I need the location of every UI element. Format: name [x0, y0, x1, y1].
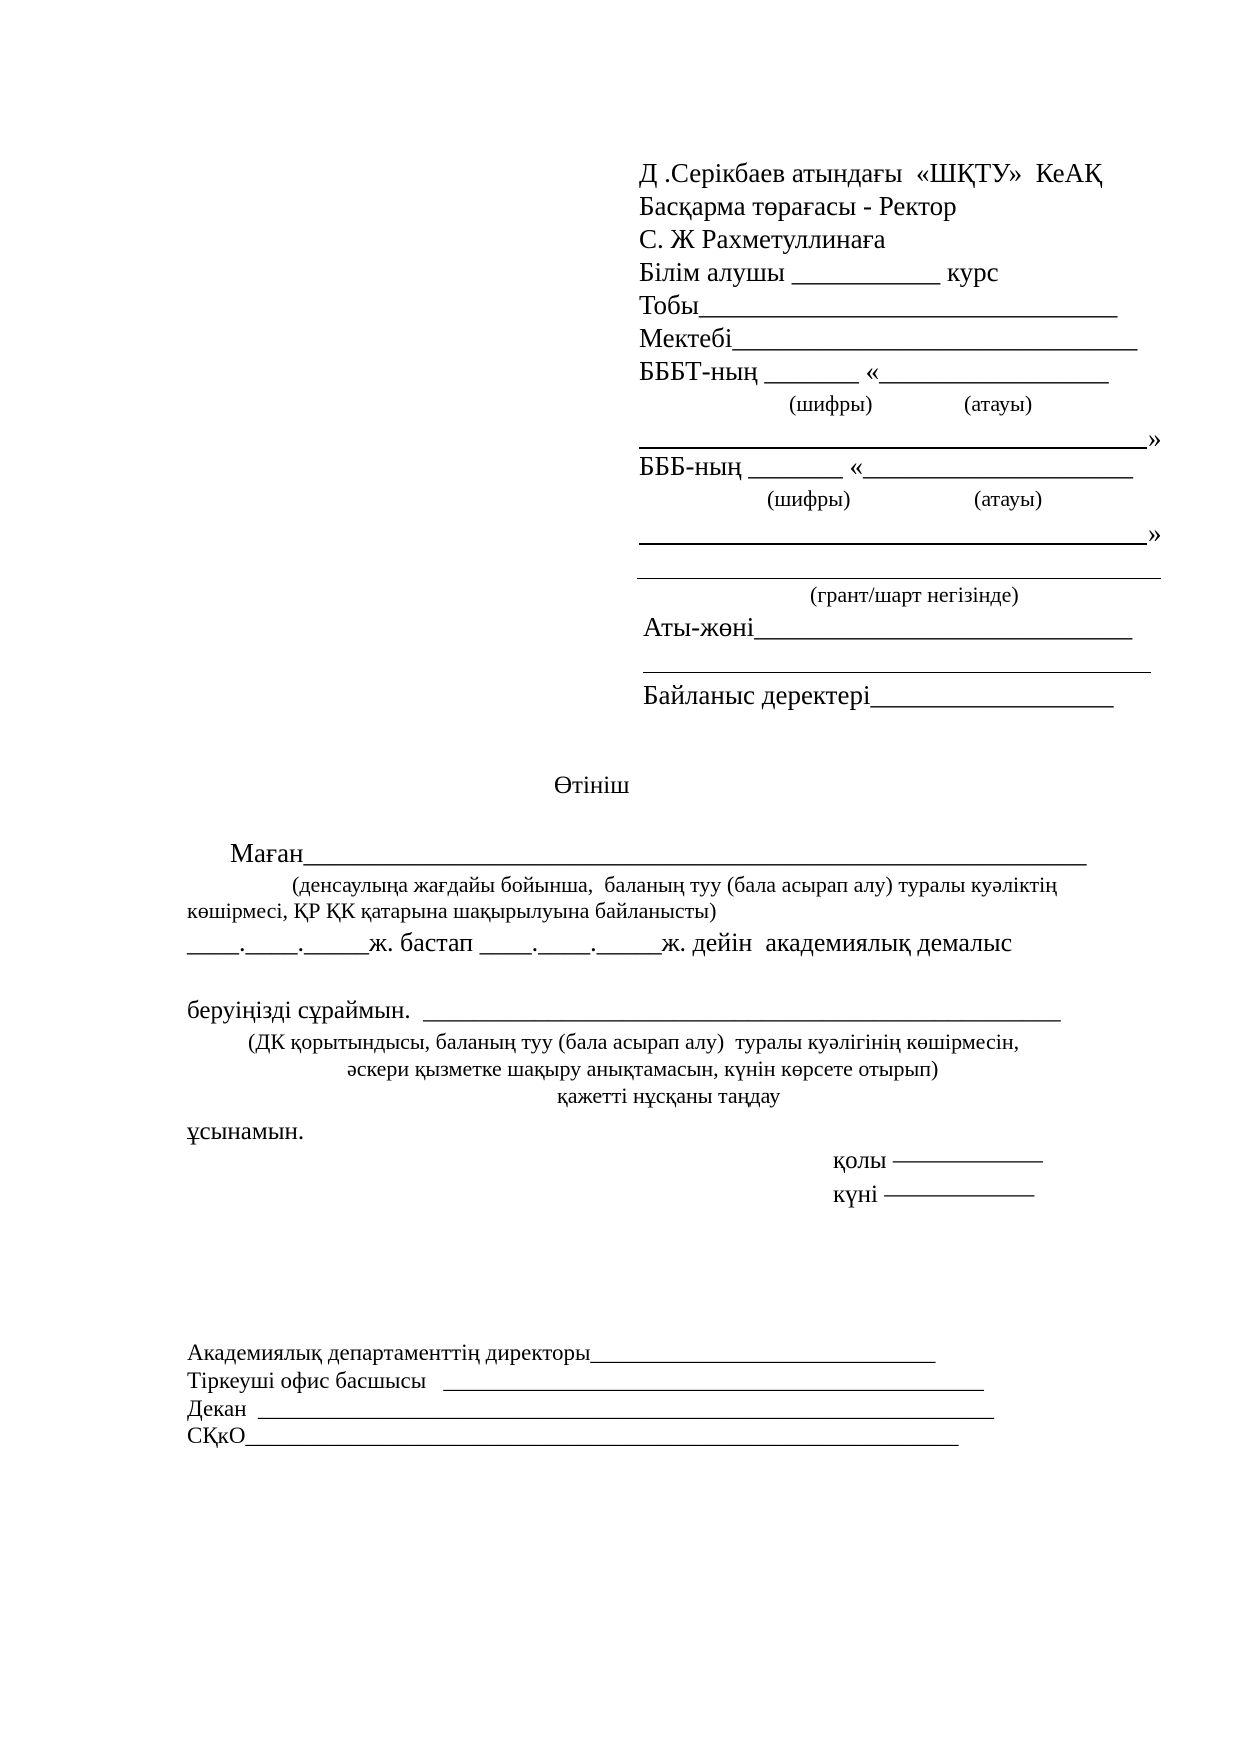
close-quote: »: [1148, 518, 1162, 548]
signature-field[interactable]: қолы ——————: [833, 1147, 1043, 1174]
funding-basis-hint: (грант/шарт негізінде): [810, 582, 1019, 607]
documents-hint: (ДК қорытындысы, баланың туу (бала асырап алу) туралы куәлігінің көшірмесін,: [248, 1029, 1020, 1054]
reason-hint: (денсаулыңа жағдайы бойынша, баланың туу (бала асырап алу) туралы куәліктің: [292, 872, 1058, 897]
document-title: Өтініш: [554, 772, 630, 799]
bbbt-field[interactable]: БББТ-ның _______ «_________________: [639, 356, 1109, 386]
submit-text: ұсынамын.: [187, 1118, 305, 1145]
bbbt-code-hint: (шифры): [789, 391, 873, 416]
choose-option-hint: қажетті нұсқаны таңдау: [557, 1083, 781, 1108]
bbb-name-hint: (атауы): [974, 486, 1043, 511]
addressee-university: Д .Серікбаев атындағы «ШҚТУ» КеАҚ: [639, 158, 1103, 188]
funding-basis-line[interactable]: [637, 578, 1161, 579]
addressee-name: С. Ж Рахметуллинаға: [639, 224, 886, 254]
group-field[interactable]: Тобы_______________________________: [639, 290, 1118, 320]
bbb-code-hint: (шифры): [767, 486, 851, 511]
documents-hint-continued: әскери қызметке шақыру анықтамасын, күнін көрсете отырып): [347, 1056, 939, 1081]
request-line[interactable]: беруіңізді сұраймын. ___________________________________________________: [187, 997, 1061, 1024]
contacts-field[interactable]: Байланыс деректері__________________: [643, 680, 1114, 710]
addressee-position: Басқарма төрағасы - Ректор: [639, 191, 957, 221]
date-field[interactable]: күні ——————: [833, 1181, 1035, 1208]
dean-field[interactable]: Декан ________________________________________________________________: [187, 1396, 995, 1421]
fullname-field[interactable]: Аты-жөні____________________________: [643, 612, 1133, 642]
school-field[interactable]: Мектебі______________________________: [639, 323, 1138, 353]
academic-director-field[interactable]: Академиялық департаменттің директоры______________________________: [187, 1340, 936, 1365]
reason-hint-continued: көшірмесі, ҚР ҚК қатарына шақырылуына байланысты): [187, 898, 717, 923]
bbbt-name-continuation-line[interactable]: [639, 447, 1147, 449]
registrar-field[interactable]: Тіркеуші офис басшысы _______________________________________________: [187, 1368, 984, 1393]
bbb-field[interactable]: БББ-ның _______ «____________________: [639, 451, 1134, 481]
bbbt-name-hint: (атауы): [964, 391, 1033, 416]
sko-field[interactable]: СҚкО______________________________________________________________: [187, 1423, 959, 1448]
student-course-field[interactable]: Білім алушы ___________ курс: [639, 257, 999, 287]
bbb-name-continuation-line[interactable]: [639, 543, 1147, 545]
leave-dates-field[interactable]: ____.____._____ж. бастап ____.____._____ж. дейін академиялық демалыс: [187, 928, 1013, 957]
reason-field[interactable]: Маған__________________________________________________________: [230, 838, 1087, 868]
close-quote: »: [1148, 423, 1162, 453]
fullname-continuation-line[interactable]: [643, 672, 1151, 673]
